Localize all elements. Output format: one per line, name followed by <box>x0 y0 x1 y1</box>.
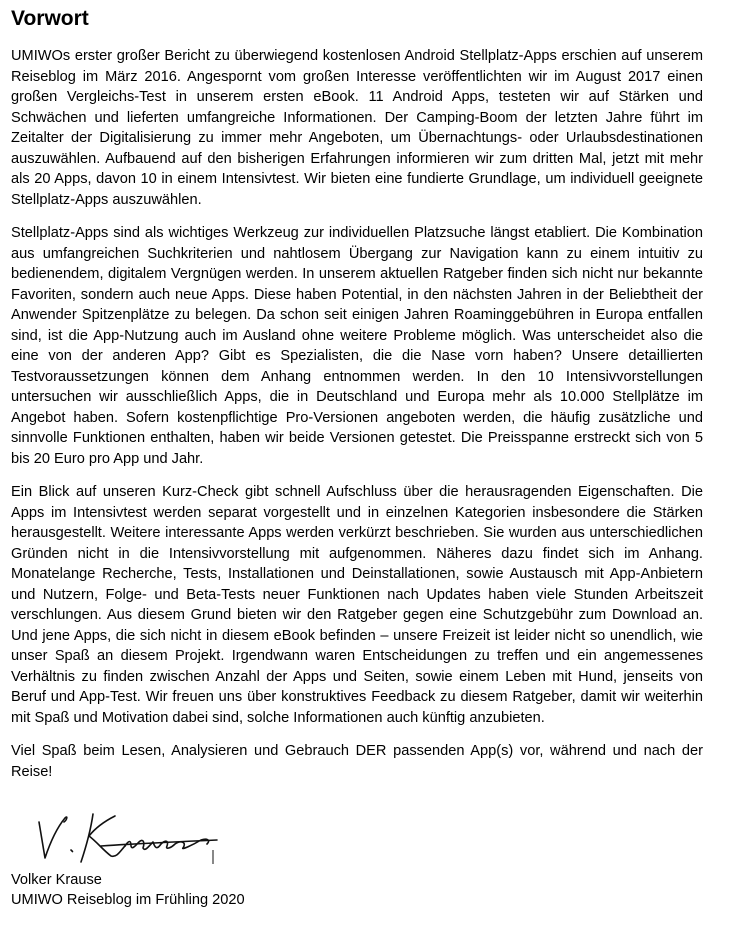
page-title: Vorwort <box>11 7 89 30</box>
paragraph-1: UMIWOs erster großer Bericht zu überwiegend kostenlosen Android Stellplatz-Apps erschien auf unserem Reiseblog im März 2016. Angespornt vom großen Interesse veröffentlichten wir im August 2017 einen großen Vergleichs-Test in unserem ersten eBook. 11 Android Apps, testeten wir auf Stärken und Schwächen und lieferten umfangreiche Informationen. Der Camping-Boom der letzten Jahre führt im Zeitalter der Digitalisierung zu immer mehr Angeboten, um Übernachtungs- oder Urlaubsdestinationen auszuwählen. Aufbauend auf den bisherigen Erfahrungen informieren wir zum dritten Mal, jetzt mit mehr als 20 Apps, davon 10 in einem Intensivtest. Wir bieten eine fundierte Grundlage, um individuell geeignete Stellplatz-Apps auszuwählen. <box>11 48 703 208</box>
handwritten-signature <box>11 806 703 870</box>
paragraph-2: Stellplatz-Apps sind als wichtiges Werkzeug zur individuellen Platzsuche längst etabliert. Die Kombination aus umfangreichen Suchkriterien und nahtlosem Übergang zur Navigation kann zu einem intuitiv zu bedienendem, digitalem Vergnügen werden. In unserem aktuellen Ratgeber finden sich nicht nur bekannte Favoriten, sondern auch neue Apps. Diese haben Potential, in den nächsten Jahren in der Beliebtheit der Anwender Spitzenplätze zu belegen. Da schon seit einigen Jahren Roaminggebühren in Europa entfallen sind, ist die App-Nutzung auch im Ausland ohne weitere Probleme möglich. Was unterscheidet also die eine von der anderen App? Gibt es Spezialisten, die die Nase vorn haben? Unsere detaillierten Testvoraussetzungen können dem Anhang entnommen werden. In den 10 Intensivvorstellungen untersuchen wir ausschließlich Apps, die in Deutschland und Europa mehr als 10.000 Stellplätze im Angebot haben. Sofern kostenpflichtige Pro-Versionen angeboten werden, die häufig zusätzliche und sinnvolle Funktionen enthalten, haben wir beide Versionen getestet. Die Preisspanne erstreckt sich von 5 bis 20 Euro pro App und Jahr. <box>11 225 703 467</box>
document-page <box>11 6 703 910</box>
paragraph-3: Ein Blick auf unseren Kurz-Check gibt schnell Aufschluss über die herausragenden Eigenschaften. Die Apps im Intensivtest werden separat vorgestellt und in einzelnen Kategorien insbesondere die Stärken herausgestellt. Weitere interessante Apps werden verkürzt beschrieben. Sie wurden aus unterschiedlichen Gründen nicht in die Intensivvorstellung mit aufgenommen. Näheres dazu findet sich im Anhang. Monatelange Recherche, Tests, Installationen und Deinstallationen, sowie Austausch mit App-Anbietern und Nutzern, Folge- und Beta-Tests neuer Funktionen nach Updates haben viele Stunden Arbeitszeit verschlungen. Aus diesem Grund bieten wir den Ratgeber gegen eine Schutzgebühr zum Download an. Und jene Apps, die sich nicht in diesem eBook befinden – unsere Freizeit ist leider nicht so unendlich, wie unser Spaß an diesem Projekt. Irgendwann waren Entscheidungen zu treffen und ein angemessenes Verhältnis zu finden zwischen Anzahl der Apps und Seiten, sowie einem Leben mit Hund, jenseits von Beruf und App-Test. Wir freuen uns über konstruktives Feedback zu diesem Ratgeber, damit wir weiterhin mit Spaß und Motivation dabei sind, solche Informationen auch künftig anzubieten. <box>11 484 703 726</box>
blog-date-line: UMIWO Reiseblog im Frühling 2020 <box>11 892 245 908</box>
paragraph-4: Viel Spaß beim Lesen, Analysieren und Gebrauch DER passenden App(s) vor, während und nach der Reise! <box>11 743 703 780</box>
author-name: Volker Krause <box>11 872 102 888</box>
signature-drawing <box>31 806 221 868</box>
